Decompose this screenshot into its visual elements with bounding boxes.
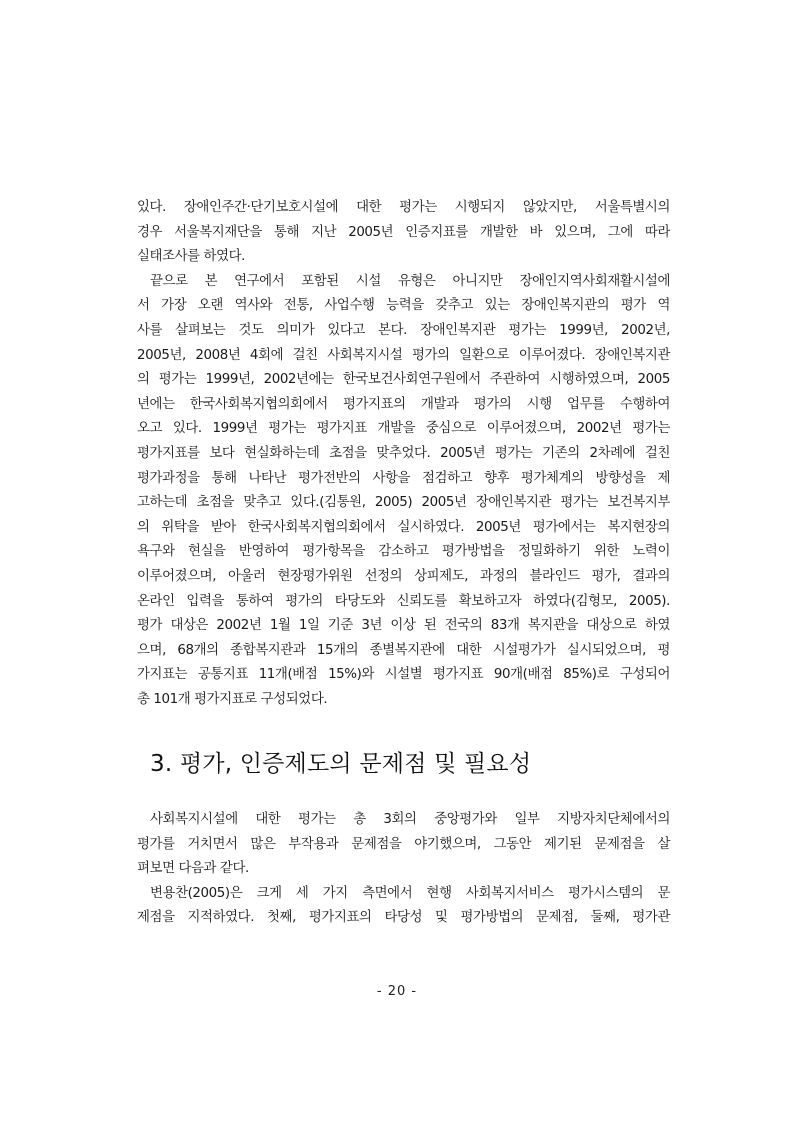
text-line: 가지표는 공통지표 11개(배점 15%)와 시설별 평가지표 90개(배점 85%)로 구성되어 bbox=[137, 667, 670, 683]
text-line: 실태조사를 하였다. bbox=[137, 249, 245, 265]
text-line: 으며, 68개의 종합복지관과 15개의 종별복지관에 대한 시설평가가 실시되었으며, 평 bbox=[137, 642, 670, 658]
text-line: 있다. 장애인주간‧단기보호시설에 대한 평가는 시행되지 않았지만, 서울특별시의 bbox=[137, 200, 670, 215]
text-line: 변용찬(2005)은 크게 세 가지 측면에서 현행 사회복지서비스 평가시스템의 문 bbox=[150, 885, 670, 901]
body-paragraphs-top bbox=[137, 196, 670, 712]
text-line: 펴보면 다음과 같다. bbox=[137, 861, 249, 877]
text-line: 의 평가는 1999년, 2002년에는 한국보건사회연구원에서 주관하여 시행하였으며, 2005 bbox=[137, 372, 670, 388]
text-line: 평가 대상은 2002년 1월 1일 기준 3년 이상 된 전국의 83개 복지관을 대상으로 하였 bbox=[137, 618, 670, 634]
body-paragraphs-bottom bbox=[137, 808, 670, 931]
text-line: 사회복지시설에 대한 평가는 총 3회의 중앙평가와 일부 지방자치단체에서의 bbox=[150, 812, 670, 827]
section-heading: 3. 평가, 인증제도의 문제점 및 필요성 bbox=[150, 751, 532, 777]
text-line: 욕구와 현실을 반영하여 평가항목을 감소하고 평가방법을 정밀화하기 위한 노력이 bbox=[137, 544, 670, 560]
text-line: 의 위탁을 받아 한국사회복지협의회에서 실시하였다. 2005년 평가에서는 복지현장의 bbox=[137, 519, 670, 535]
text-line: 끝으로 본 연구에서 포함된 시설 유형은 아니지만 장애인지역사회재활시설에 bbox=[150, 273, 670, 289]
text-line: 평가과정을 통해 나타난 평가전반의 사항을 점검하고 향후 평가체계의 방향성을 제 bbox=[137, 470, 670, 486]
text-line: 2005년, 2008년 4회에 걸친 사회복지시설 평가의 일환으로 이루어졌다. 장애인복지관 bbox=[137, 347, 670, 363]
text-line: 이루어졌으며, 아울러 현장평가위원 선정의 상피제도, 과정의 블라인드 평가, 결과의 bbox=[137, 568, 670, 584]
text-line: 온라인 입력을 통하여 평가의 타당도와 신뢰도를 확보하고자 하였다(김형모, 2005). bbox=[137, 593, 670, 609]
text-line: 오고 있다. 1999년 평가는 평가지표 개발을 중심으로 이루어졌으며, 2002년 평가는 bbox=[137, 421, 670, 437]
page-number: - 20 - bbox=[376, 984, 418, 999]
text-line: 고하는데 초점을 맞추고 있다.(김통원, 2005) 2005년 장애인복지관 평가는 보건복지부 bbox=[137, 495, 670, 511]
text-line: 평가지표를 보다 현실화하는데 초점을 맞추었다. 2005년 평가는 기존의 2차례에 걸친 bbox=[137, 445, 670, 461]
text-line: 경우 서울복지재단을 통해 지난 2005년 인증지표를 개발한 바 있으며, 그에 따라 bbox=[137, 224, 670, 240]
text-line: 년에는 한국사회복지협의회에서 평가지표의 개발과 평가의 시행 업무를 수행하여 bbox=[137, 396, 670, 412]
text-line: 제점을 지적하였다. 첫째, 평가지표의 타당성 및 평가방법의 문제점, 둘째, 평가관 bbox=[137, 910, 670, 926]
text-line: 사를 살펴보는 것도 의미가 있다고 본다. 장애인복지관 평가는 1999년, 2002년, bbox=[137, 322, 670, 338]
text-line: 평가를 거치면서 많은 부작용과 문제점을 야기했으며, 그동안 제기된 문제점을 살 bbox=[137, 836, 670, 852]
text-line: 총 101개 평가지표로 구성되었다. bbox=[137, 691, 328, 707]
text-line: 서 가장 오랜 역사와 전통, 사업수행 능력을 갖추고 있는 장애인복지관의 평가 역 bbox=[137, 298, 670, 314]
